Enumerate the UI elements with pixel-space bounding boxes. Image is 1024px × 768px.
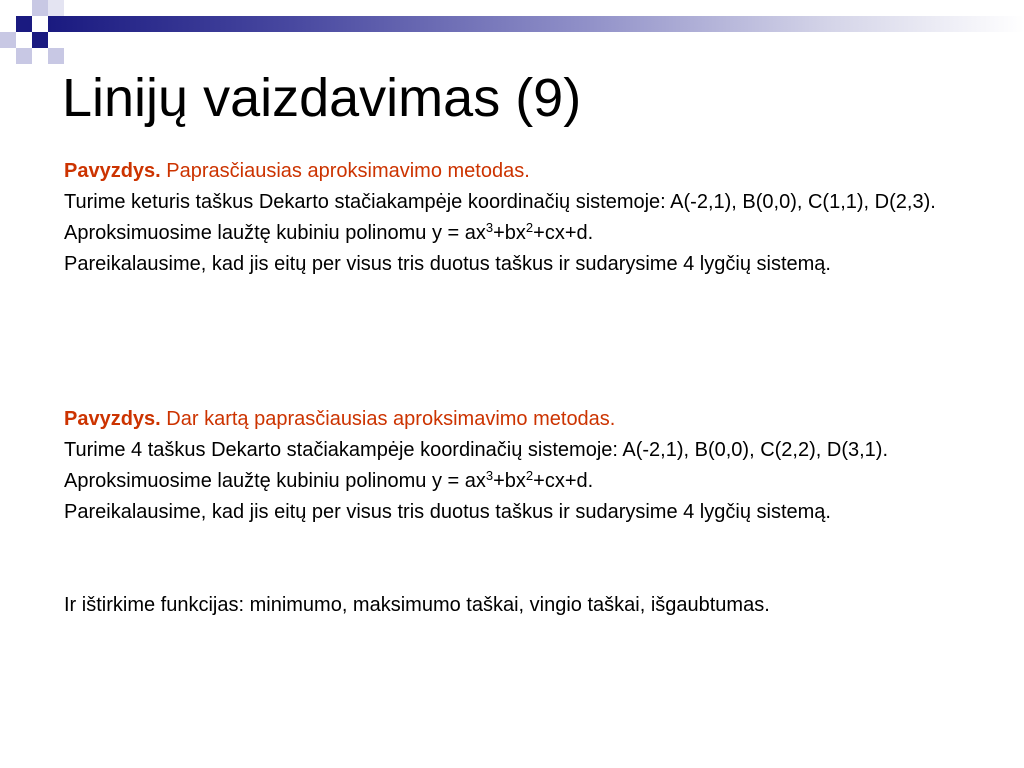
slide-body (64, 156, 984, 621)
header-gradient-bar (48, 16, 1024, 32)
header-square (0, 32, 16, 48)
exponent: 3 (485, 220, 494, 235)
example2-label: Pavyzdys. (64, 408, 161, 430)
text-span: +cx+d. (533, 470, 594, 492)
spacer (64, 528, 984, 590)
header-square (48, 0, 64, 16)
example1-points: Turime keturis taškus Dekarto stačiakampėje koordinačių sistemoje: A(-2,1), B(0,0), C(1,1), D(2,3). (64, 191, 936, 213)
text-span: Aproksimuosime laužtę kubiniu polinomu y = ax (64, 222, 486, 244)
text-span: +cx+d. (533, 222, 594, 244)
example2-heading (64, 404, 984, 435)
example2-heading-text: Dar kartą paprasčiausias aproksimavimo metodas. (160, 408, 616, 430)
header-square (16, 48, 32, 64)
example1-label: Pavyzdys. (64, 160, 161, 182)
spacer (64, 280, 984, 404)
text-span: Aproksimuosime laužtę kubiniu polinomu y = ax (64, 470, 486, 492)
example1-polynomial (64, 218, 984, 249)
example2-system: Pareikalausime, kad jis eitų per visus tris duotus taškus ir sudarysime 4 lygčių sistemą. (64, 501, 831, 523)
exponent: 2 (525, 468, 534, 483)
text-span: +bx (493, 470, 526, 492)
example2-points: Turime 4 taškus Dekarto stačiakampėje koordinačių sistemoje: A(-2,1), B(0,0), C(2,2), D(3,1). (64, 439, 889, 461)
text-span: +bx (493, 222, 526, 244)
slide-title: Linijų vaizdavimas (9) (62, 68, 582, 128)
example1-system: Pareikalausime, kad jis eitų per visus tris duotus taškus ir sudarysime 4 lygčių sistemą. (64, 253, 831, 275)
example1-heading-text: Paprasčiausias aproksimavimo metodas. (160, 160, 530, 182)
footer-note: Ir ištirkime funkcijas: minimumo, maksimumo taškai, vingio taškai, išgaubtumas. (64, 594, 770, 616)
example2-polynomial (64, 466, 984, 497)
exponent: 3 (485, 468, 494, 483)
header-square (32, 0, 48, 16)
exponent: 2 (525, 220, 534, 235)
header-square (16, 16, 32, 32)
example1-heading (64, 156, 984, 187)
header-square (32, 32, 48, 48)
